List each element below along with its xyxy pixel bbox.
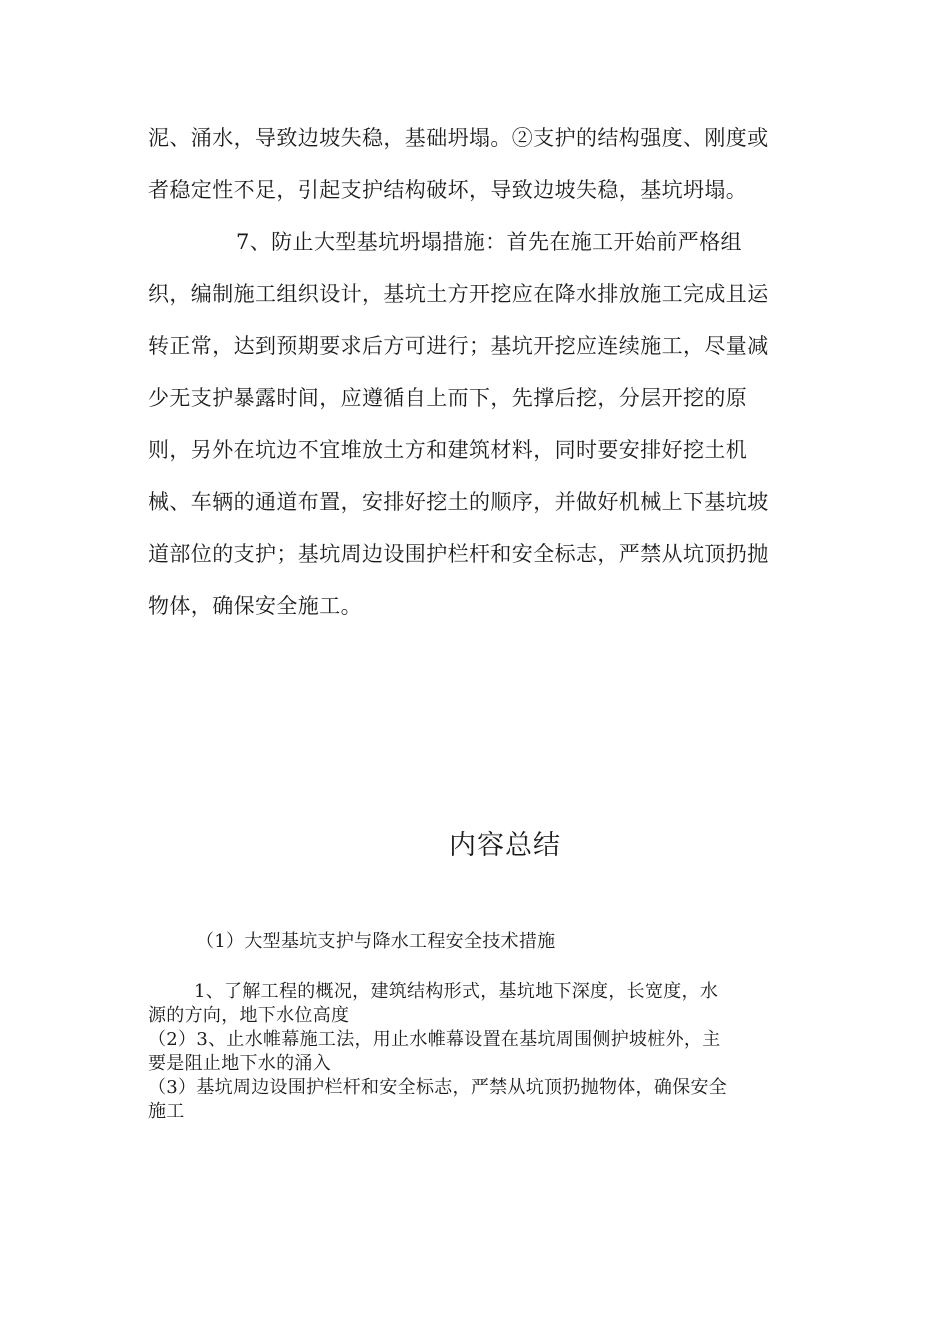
text-line: 施工	[148, 1101, 185, 1122]
text-line: 物体，确保安全施工。	[148, 594, 362, 618]
text-line: 源的方向，地下水位高度	[148, 1005, 350, 1026]
text-line: 要是阻止地下水的涌入	[148, 1053, 331, 1074]
summary-item-3	[148, 1076, 804, 1124]
text-line: 1、了解工程的概况，建筑结构形式，基坑地下深度，长宽度，水	[194, 981, 719, 1002]
text-line: 械、车辆的通道布置，安排好挖土的顺序，并做好机械上下基坑坡	[148, 490, 769, 514]
text-line: （2）3、止水帷幕施工法，用止水帷幕设置在基坑周围侧护坡桩外，主	[148, 1029, 721, 1050]
paragraph-prevention-measures	[148, 216, 804, 632]
paragraph-collapse-causes	[148, 112, 804, 216]
text-line: 织，编制施工组织设计，基坑土方开挖应在降水排放施工完成且运	[148, 282, 769, 306]
text-line: 道部位的支护；基坑周边设围护栏杆和安全标志，严禁从坑顶扔抛	[148, 542, 769, 566]
text-line: 少无支护暴露时间，应遵循自上而下，先撑后挖，分层开挖的原	[148, 386, 748, 410]
text-line: 则，另外在坑边不宜堆放土方和建筑材料，同时要安排好挖土机	[148, 438, 748, 462]
summary-title: 内容总结	[449, 830, 561, 861]
summary-heading-block	[148, 930, 804, 954]
summary-heading: （1）大型基坑支护与降水工程安全技术措施	[196, 931, 556, 952]
text-line: 泥、涌水，导致边坡失稳，基础坍塌。②支护的结构强度、刚度或	[148, 126, 769, 150]
text-line: 转正常，达到预期要求后方可进行；基坑开挖应连续施工，尽量减	[148, 334, 769, 358]
summary-item-2	[148, 1028, 804, 1076]
text-line: （3）基坑周边设围护栏杆和安全标志，严禁从坑顶扔抛物体，确保安全	[148, 1077, 728, 1098]
text-line: 者稳定性不足，引起支护结构破坏，导致边坡失稳，基坑坍塌。	[148, 178, 748, 202]
text-line: 7、防止大型基坑坍塌措施：首先在施工开始前严格组	[236, 230, 742, 254]
summary-item-1	[148, 980, 804, 1028]
